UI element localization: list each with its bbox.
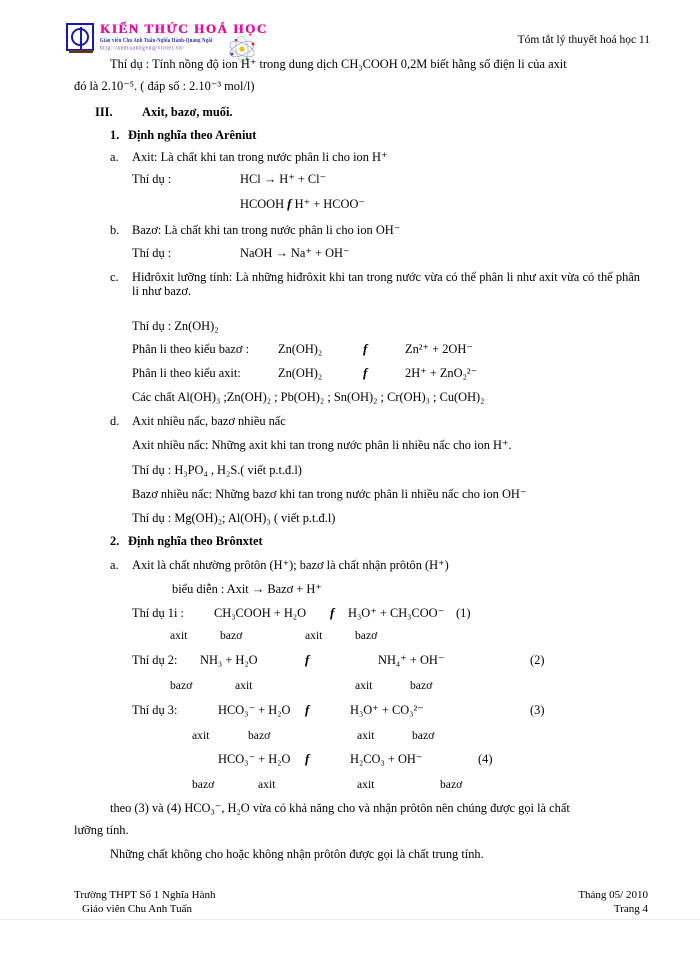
bazo-nhieu-nac-text: Bazơ nhiều nấc: Những bazơ khi tan trong nước phân li nhiều nấc cho ion OH⁻ bbox=[132, 487, 527, 501]
thidu-3-role-1: axit bbox=[192, 729, 210, 742]
section-iii-title: Axit, bazơ, muối. bbox=[142, 105, 233, 119]
thidu-3-right: H₃O⁺ + CO₃²⁻ bbox=[350, 703, 424, 717]
equation-hcooh-left: HCOOH bbox=[240, 197, 285, 211]
thidu-3-role-2: bazơ bbox=[248, 729, 271, 742]
subsection-1-title: Định nghĩa theo Arêniut bbox=[128, 128, 257, 142]
footer-date: Tháng 05/ 2010 bbox=[578, 889, 648, 901]
thidu-2-left: NH₃ + H₂O bbox=[200, 653, 258, 667]
thidu-3-role-3: axit bbox=[357, 729, 375, 742]
item-a-label: a. bbox=[110, 150, 119, 164]
thidu-4-right: H₂CO₃ + OH⁻ bbox=[350, 752, 423, 766]
thidu-4-role-1: bazơ bbox=[192, 778, 215, 791]
thidu-3-left: HCO₃⁻ + H₂O bbox=[218, 703, 291, 717]
item-b-text: Bazơ: Là chất khi tan trong nước phân li cho ion OH⁻ bbox=[132, 223, 401, 237]
intro-line-1: Thí dụ : Tính nồng độ ion H⁺ trong dung dịch CH₃COOH 0,2M biết hằng số điện li của axit bbox=[110, 57, 567, 71]
reversible-arrow-icon-td1: f bbox=[330, 605, 335, 620]
thidu-4-role-4: bazơ bbox=[440, 778, 463, 791]
reversible-arrow-icon: f bbox=[287, 196, 292, 211]
thidu-1-right: H₃O⁺ + CH₃COO⁻ bbox=[348, 606, 445, 620]
logo-subtitle-url: http://anhtuanngvn@violet.vn/ bbox=[100, 45, 185, 52]
thidu-2-role-1: bazơ bbox=[170, 679, 193, 692]
thidu-1-role-2: bazơ bbox=[220, 629, 243, 642]
footer-left bbox=[74, 888, 215, 917]
thidu-4-role-3: axit bbox=[357, 778, 375, 791]
thidu-2-role-3: axit bbox=[355, 679, 373, 692]
item-2a-label: a. bbox=[110, 558, 119, 572]
item-b-label: b. bbox=[110, 223, 120, 237]
reversible-arrow-icon-bazo: f bbox=[363, 341, 368, 356]
thidu-2-right: NH₄⁺ + OH⁻ bbox=[378, 653, 445, 667]
thidu-2-role-2: axit bbox=[235, 679, 253, 692]
thidu-zn-line: Thí dụ : Zn(OH)₂ bbox=[132, 319, 219, 333]
reversible-arrow-icon-td4: f bbox=[305, 751, 310, 766]
logo-subtitle-teacher: Giáo viên Chu Anh Tuấn-Nghĩa Hành-Quảng Ngãi bbox=[100, 36, 213, 43]
item-c-label: c. bbox=[110, 270, 119, 284]
thidu-bazo-nac: Thí dụ : Mg(OH)₂; Al(OH)₃ ( viết p.t.đ.l) bbox=[132, 511, 336, 525]
footer-divider bbox=[0, 919, 700, 920]
thidu-3-number: (3) bbox=[530, 703, 545, 717]
item-a-text: Axit: Là chất khi tan trong nước phân li cho ion H⁺ bbox=[132, 150, 388, 164]
thidu-1-role-1: axit bbox=[170, 629, 188, 642]
item-c-text: Hiđrôxit lưỡng tính: Là những hiđrôxit khi tan trong nước vừa có thể phân li như axit vừa có thể phân li như bazơ. bbox=[132, 270, 640, 298]
thidu-2-number: (2) bbox=[530, 653, 545, 667]
axit-nhieu-nac-text: Axit nhiều nấc: Những axit khi tan trong nước phân li nhiều nấc cho ion H⁺. bbox=[132, 438, 512, 452]
item-d-label: d. bbox=[110, 414, 120, 428]
footer-teacher: Giáo viên Chu Anh Tuấn bbox=[82, 903, 193, 916]
reversible-arrow-icon-td3: f bbox=[305, 702, 310, 717]
thidu-4-left: HCO₃⁻ + H₂O bbox=[218, 752, 291, 766]
phanli-bazo-label: Phân li theo kiểu bazơ : bbox=[132, 342, 250, 356]
document-type-label: Tóm tắt lý thuyết hoá học 11 bbox=[517, 34, 650, 46]
thidu-2-role-4: bazơ bbox=[410, 679, 433, 692]
bieu-dien-line: biểu diễn : Axit → Bazơ + H⁺ bbox=[172, 582, 322, 596]
equation-naoh: NaOH → Na⁺ + OH⁻ bbox=[240, 246, 350, 260]
thidu-4-role-2: axit bbox=[258, 778, 276, 791]
thidu-axit-nac: Thí dụ : H₃PO₄ , H₂S.( viết p.t.đ.l) bbox=[132, 463, 302, 477]
item-2a-text: Axit là chất nhường prôtôn (H⁺); bazơ là chất nhận prôtôn (H⁺) bbox=[132, 558, 449, 572]
thidu-label-hcl: Thí dụ : bbox=[132, 172, 172, 186]
subsection-2-number: 2. bbox=[110, 534, 120, 548]
page-footer bbox=[0, 888, 700, 928]
phanli-axit-label: Phân li theo kiểu axit: bbox=[132, 366, 241, 380]
phanli-bazo-left: Zn(OH)₂ bbox=[278, 342, 323, 356]
reversible-arrow-icon-axit: f bbox=[363, 365, 368, 380]
phanli-bazo-right: Zn²⁺ + 2OH⁻ bbox=[405, 342, 473, 356]
thidu-1-label: Thí dụ 1i : bbox=[132, 606, 184, 620]
subsection-1-number: 1. bbox=[110, 128, 120, 142]
equation-hcooh bbox=[240, 197, 365, 212]
reversible-arrow-icon-td2: f bbox=[305, 652, 310, 667]
item-d-text: Axit nhiều nấc, bazơ nhiều nấc bbox=[132, 414, 286, 428]
thidu-3-label: Thí dụ 3: bbox=[132, 703, 178, 717]
thidu-1-left: CH₃COOH + H₂O bbox=[214, 606, 307, 620]
conclusion-line-2: lưỡng tính. bbox=[74, 823, 129, 837]
logo-title: KIẾN THỨC HOÁ HỌC bbox=[100, 21, 268, 36]
footer-right bbox=[578, 888, 648, 917]
thidu-1-role-4: bazơ bbox=[355, 629, 378, 642]
intro-line-2: đó là 2.10⁻⁵. ( đáp số : 2.10⁻³ mol/l) bbox=[74, 79, 255, 93]
footer-page-number: Trang 4 bbox=[613, 903, 648, 916]
footer-school: Trường THPT Số 1 Nghĩa Hành bbox=[74, 889, 216, 901]
thidu-label-naoh: Thí dụ : bbox=[132, 246, 172, 260]
phanli-axit-right: 2H⁺ + ZnO₂²⁻ bbox=[405, 366, 478, 380]
subsection-2-title: Định nghĩa theo Brônxtet bbox=[128, 534, 263, 548]
thidu-1-number: (1) bbox=[456, 606, 471, 620]
thidu-2-label: Thí dụ 2: bbox=[132, 653, 178, 667]
thidu-4-number: (4) bbox=[478, 752, 493, 766]
thidu-1-role-3: axit bbox=[305, 629, 323, 642]
phanli-axit-left: Zn(OH)₂ bbox=[278, 366, 323, 380]
equation-hcooh-right: H⁺ + HCOO⁻ bbox=[294, 197, 365, 211]
section-iii-number: III. bbox=[95, 105, 113, 119]
conclusion-line-3: Những chất không cho hoặc không nhận prôtôn được gọi là chất trung tính. bbox=[110, 847, 484, 861]
thidu-3-role-4: bazơ bbox=[412, 729, 435, 742]
cac-chat-line: Các chất Al(OH)₃ ;Zn(OH)₂ ; Pb(OH)₂ ; Sn(OH)₂ ; Cr(OH)₃ ; Cu(OH)₂ bbox=[132, 390, 485, 404]
conclusion-line-1: theo (3) và (4) HCO₃⁻, H₂O vừa có khả năng cho và nhận prôtôn nên chúng được gọi là chất bbox=[110, 801, 570, 815]
equation-hcl: HCl → H⁺ + Cl⁻ bbox=[240, 172, 327, 186]
